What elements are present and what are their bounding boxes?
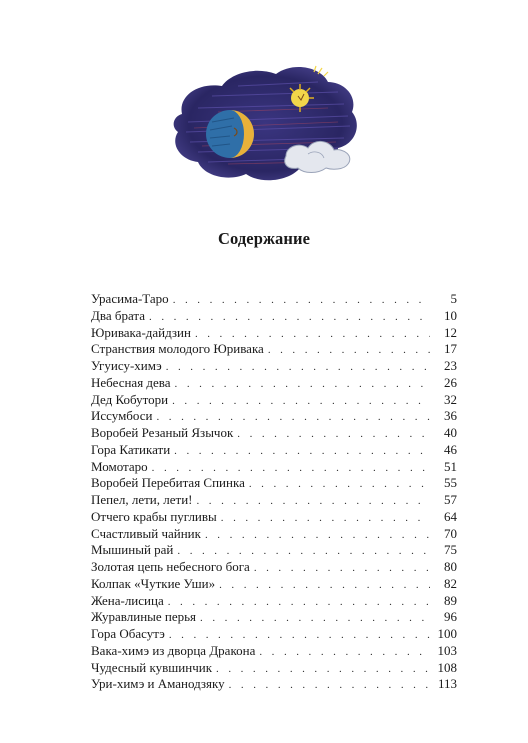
- toc-entry[interactable]: [91, 559, 457, 576]
- toc-entry-title: Мышиный рай: [91, 542, 174, 558]
- toc-leader-dots: [195, 326, 430, 342]
- toc-entry-title: Воробей Перебитая Спинка: [91, 475, 245, 491]
- toc-entry-page-number: 32: [444, 391, 457, 407]
- toc-entry[interactable]: [91, 475, 457, 492]
- toc-leader-dots: [229, 677, 430, 693]
- toc-entry-page-number: 82: [444, 575, 457, 591]
- toc-entry-page-number: 26: [444, 374, 457, 390]
- toc-entry-page-number: 80: [444, 559, 457, 574]
- illustration: [168, 52, 364, 202]
- toc-entry-title: Иссумбоси: [91, 408, 153, 424]
- toc-entry[interactable]: [91, 358, 457, 375]
- toc-entry[interactable]: [91, 392, 457, 409]
- toc-entry-page-number: 70: [444, 525, 457, 541]
- toc-entry[interactable]: [91, 341, 457, 358]
- toc-leader-dots: [166, 359, 430, 375]
- toc-entry[interactable]: [91, 542, 457, 559]
- toc-entry-title: Ури-химэ и Аманодзяку: [91, 676, 225, 692]
- toc-entry-page-number: 64: [444, 508, 457, 524]
- toc-leader-dots: [249, 476, 430, 492]
- toc-leader-dots: [174, 443, 430, 459]
- toc-entry[interactable]: [91, 375, 457, 392]
- toc-entry[interactable]: [91, 676, 457, 693]
- toc-entry-page-number: 46: [444, 441, 457, 457]
- toc-entry-title: Урасима-Таро: [91, 291, 169, 306]
- toc-entry-page-number: 51: [444, 458, 457, 474]
- toc-entry-title: Золотая цепь небесного бога: [91, 559, 250, 574]
- toc-entry-title: Колпак «Чуткие Уши»: [91, 575, 216, 591]
- toc-entry[interactable]: [91, 291, 457, 308]
- toc-entry-title: Момотаро: [91, 458, 148, 474]
- toc-leader-dots: [168, 594, 430, 610]
- toc-entry-title: Чудесный кувшинчик: [91, 659, 213, 675]
- toc-leader-dots: [205, 527, 430, 543]
- toc-entry-title: Отчего крабы пугливы: [91, 508, 217, 524]
- toc-entry-page-number: 75: [444, 542, 457, 558]
- toc-leader-dots: [259, 644, 430, 660]
- table-of-contents: [91, 291, 457, 693]
- toc-entry[interactable]: [91, 325, 457, 342]
- toc-entry-page-number: 96: [444, 609, 457, 625]
- toc-entry[interactable]: [91, 442, 457, 459]
- toc-entry-title: Гора Обасутэ: [91, 626, 165, 641]
- toc-leader-dots: [197, 493, 431, 509]
- toc-entry-title: Дед Кобутори: [91, 391, 169, 407]
- toc-leader-dots: [172, 393, 430, 409]
- toc-leader-dots: [177, 543, 430, 559]
- toc-entry-page-number: 113: [437, 676, 457, 692]
- toc-leader-dots: [221, 510, 430, 526]
- toc-entry[interactable]: [91, 576, 457, 593]
- toc-leader-dots: [149, 309, 430, 325]
- toc-entry[interactable]: [91, 660, 457, 677]
- toc-leader-dots: [169, 627, 430, 643]
- toc-leader-dots: [173, 292, 430, 308]
- toc-entry[interactable]: [91, 459, 457, 476]
- toc-entry[interactable]: [91, 308, 457, 325]
- toc-leader-dots: [254, 560, 430, 576]
- page-title: Содержание: [217, 229, 311, 248]
- toc-entry-title: Угуису-химэ: [91, 358, 162, 373]
- toc-entry[interactable]: [91, 526, 457, 543]
- toc-entry-title: Юривака-дайдзин: [91, 324, 191, 340]
- toc-leader-dots: [268, 342, 430, 358]
- toc-entry-page-number: 5: [450, 291, 457, 306]
- toc-entry-page-number: 12: [444, 324, 457, 340]
- toc-entry-title: Воробей Резаный Язычок: [91, 425, 234, 440]
- toc-entry-page-number: 36: [444, 408, 457, 424]
- toc-entry-page-number: 103: [437, 642, 457, 658]
- toc-entry[interactable]: [91, 609, 457, 626]
- toc-entry-page-number: 55: [444, 475, 457, 491]
- toc-entry[interactable]: [91, 626, 457, 643]
- toc-entry-page-number: 23: [444, 358, 457, 373]
- toc-leader-dots: [152, 460, 430, 476]
- toc-leader-dots: [237, 426, 430, 442]
- toc-leader-dots: [219, 577, 430, 593]
- toc-entry[interactable]: [91, 509, 457, 526]
- toc-entry-page-number: 89: [444, 592, 457, 608]
- toc-entry-page-number: 108: [437, 659, 457, 675]
- toc-leader-dots: [200, 610, 430, 626]
- toc-entry-title: Пепел, лети, лети!: [91, 492, 193, 507]
- toc-leader-dots: [216, 661, 430, 677]
- toc-entry-title: Журавлиные перья: [91, 609, 197, 625]
- toc-entry-page-number: 57: [444, 492, 457, 507]
- toc-entry-title: Жена-лисица: [91, 592, 164, 608]
- toc-entry-page-number: 10: [444, 307, 457, 323]
- toc-entry[interactable]: [91, 643, 457, 660]
- toc-entry-title: Два брата: [91, 307, 146, 323]
- toc-entry-title: Странствия молодого Юривака: [91, 341, 264, 357]
- toc-entry-page-number: 100: [437, 626, 457, 641]
- toc-entry-title: Вака-химэ из дворца Дракона: [91, 642, 256, 658]
- toc-entry-page-number: 40: [444, 425, 457, 440]
- toc-entry-title: Гора Катикати: [91, 441, 171, 457]
- toc-entry[interactable]: [91, 425, 457, 442]
- toc-entry[interactable]: [91, 593, 457, 610]
- toc-leader-dots: [175, 376, 430, 392]
- night-sky-moon-illustration: [168, 52, 364, 202]
- toc-entry[interactable]: [91, 492, 457, 509]
- toc-entry-title: Счастливый чайник: [91, 525, 201, 541]
- toc-leader-dots: [156, 409, 430, 425]
- toc-entry[interactable]: [91, 408, 457, 425]
- toc-entry-page-number: 17: [444, 341, 457, 357]
- toc-entry-title: Небесная дева: [91, 374, 171, 390]
- moon: [206, 110, 254, 158]
